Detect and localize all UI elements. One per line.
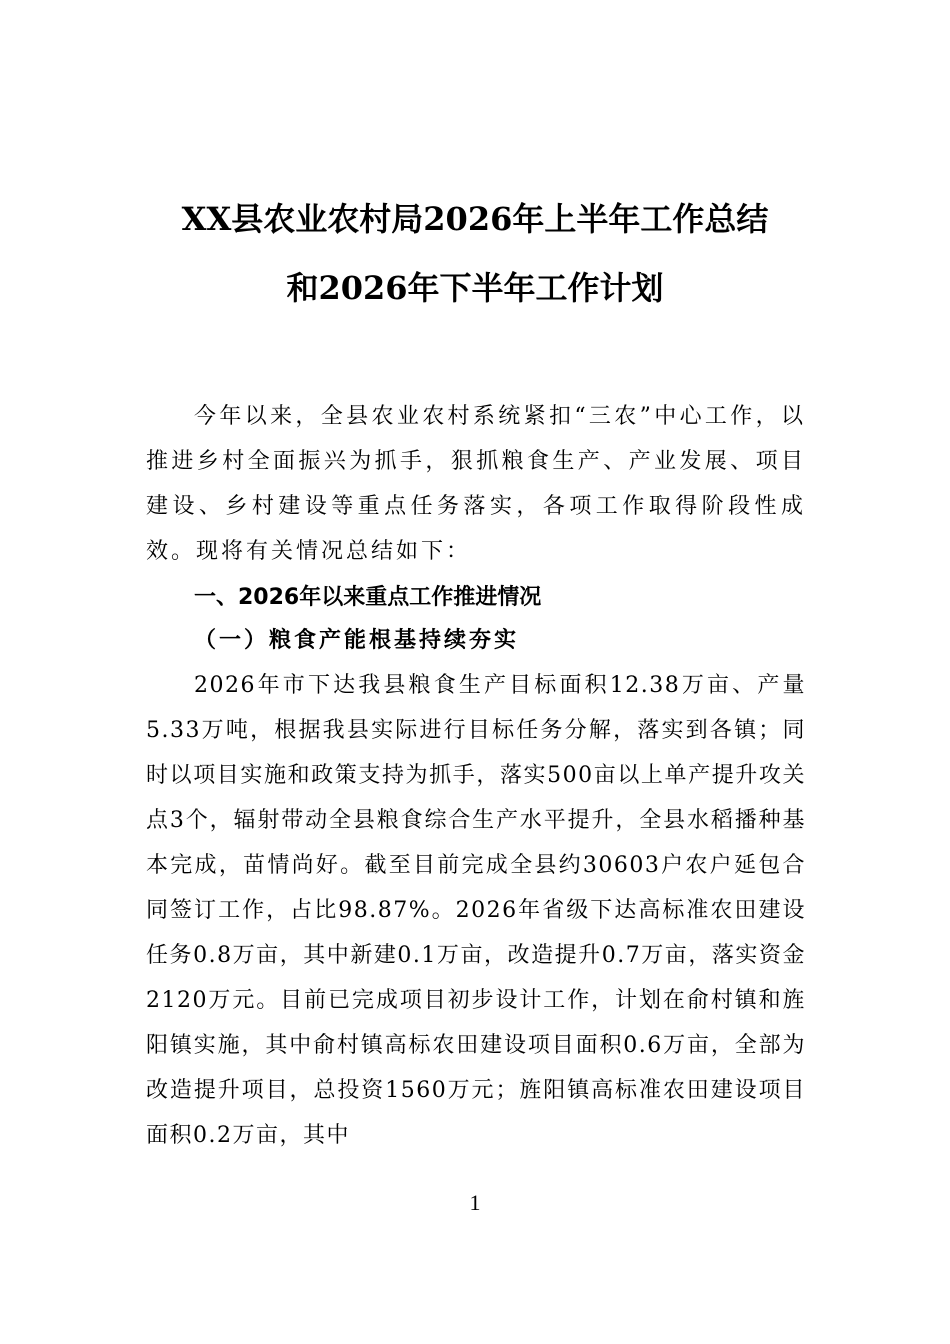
grain-production-paragraph: 2026年市下达我县粮食生产目标面积12.38万亩、产量5.33万吨，根据我县实际进行目标任务分解，落实到各镇；同时以项目实施和政策支持为抓手，落实500亩以上单产提升攻关点3个，辐射带动全县粮食综合生产水平提升，全县水稻播种基本完成，苗情尚好。截至目前完成全县约30603户农户延包合同签订工作，占比98.87%。2026年省级下达高标准农田建设任务0.8万亩，其中新建0.1万亩，改造提升0.7万亩，落实资金2120万元。目前已完成项目初步设计工作，计划在俞村镇和旌阳镇实施，其中俞村镇高标农田建设项目面积0.6万亩，全部为改造提升项目，总投资1560万元；旌阳镇高标准农田建设项目面积0.2万亩，其中 <box>146 673 806 1148</box>
document-title-line-2: 和2026年下半年工作计划 <box>286 269 664 307</box>
page-number: 1 <box>469 1190 481 1215</box>
section-heading: 一、2026年以来重点工作推进情况 <box>194 585 542 610</box>
subsection-heading: （一）粮食产能根基持续夯实 <box>194 627 520 653</box>
document-title-line-1: XX县农业农村局2026年上半年工作总结 <box>181 200 769 238</box>
intro-paragraph: 今年以来，全县农业农村系统紧扣“三农”中心工作，以推进乡村全面振兴为抓手，狠抓粮食生产、产业发展、项目建设、乡村建设等重点任务落实，各项工作取得阶段性成效。现将有关情况总结如下： <box>146 404 806 564</box>
